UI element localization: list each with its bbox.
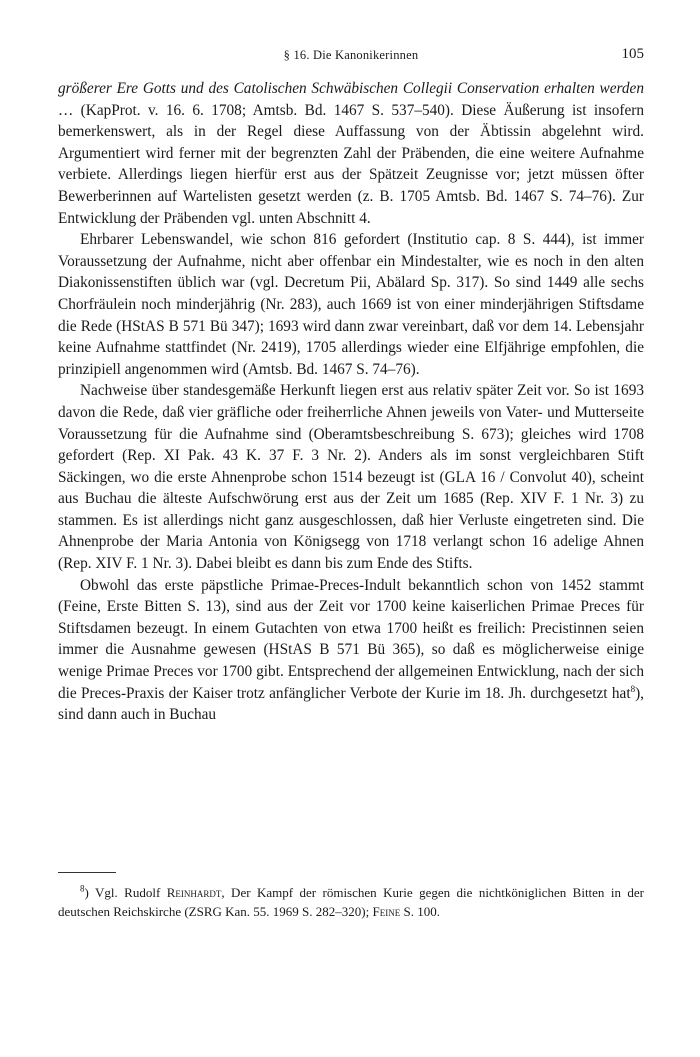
footnote-text-pre: ) Vgl. Rudolf	[84, 885, 167, 900]
footnote-marker: 8	[80, 883, 85, 894]
paragraph-3: Nachweise über standesgemäße Herkunft liegen erst aus relativ später Zeit vor. So ist 1693 davon die Rede, daß vier gräfliche oder freiherrliche Ahnen jeweils von Vater- und Mutterseite Voraussetzung für die Aufnahme sind (Oberamtsbeschreibung S. 673); gleiches wird 1708 gefordert (Rep. XI Pak. 43 K. 37 F. 3 Nr. 2). Anders als im sonst vergleichbaren Stift Säckingen, wo die erste Ahnenprobe schon 1514 bezeugt ist (GLA 16 / Convolut 40), scheint aus Buchau die älteste Aufschwörung erst aus der Zeit um 1685 (Rep. XIV F. 1 Nr. 3) zu stammen. Es ist allerdings nicht ganz ausgeschlossen, daß hier Verluste eingetreten sind. Die Ahnenprobe der Maria Antonia von Königsegg von 1718 verlangt schon 16 adelige Ahnen (Rep. XIV F. 1 Nr. 3). Dabei bleibt es dann bis zum Ende des Stifts.	[58, 382, 644, 573]
footnote-8	[58, 884, 644, 921]
paragraph-4-tail: ), sind dann auch in Buchau	[58, 684, 644, 724]
footnote-divider	[58, 872, 116, 873]
paragraph-2: Ehrbarer Lebenswandel, wie schon 816 gefordert (Institutio cap. 8 S. 444), ist immer Voraussetzung der Aufnahme, nicht aber offenbar ein Mindestalter, wie es noch in den alten Diakonissenstiften üblich war (vgl. Decretum Pii, Abälard Sp. 317). So sind 1449 alle sechs Chorfräulein noch minderjährig (Nr. 283), auch 1669 ist von einer minderjährigen Stiftsdame die Rede (HStAS B 571 Bü 347); 1693 wird dann zwar vereinbart, daß vor dem 14. Lebensjahr keine Aufnahme stattfindet (Nr. 2419), 1705 allerdings wieder eine Elfjährige empfohlen, die prinzipiell angenommen wird (Amtsb. Bd. 1467 S. 74–76).	[58, 231, 644, 378]
footnote-text-mid: , Der Kampf der römischen Kurie gegen die nichtköniglichen Bitten in der deutschen Reichskirche (ZSRG Kan. 55. 1969 S. 282–320);	[58, 885, 644, 919]
paragraph-1-text: … (KapProt. v. 16. 6. 1708; Amtsb. Bd. 1467 S. 537–540). Diese Äußerung ist insofern bemerkenswert, als in der Regel diese Auffassung von der Äbtissin abgelehnt wird. Argumentiert wird ferner mit der begrenzten Zahl der Präbenden, die eine weitere Aufnahme verbiete. Allerdings liegen hierfür erst aus der Spätzeit Zeugnisse vor; jetzt müssen öfter Bewerberinnen auf Wartelisten gesetzt werden (z. B. 1705 Amtsb. Bd. 1467 S. 74–76). Zur Entwicklung der Präbenden vgl. unten Abschnitt 4.	[58, 101, 644, 227]
footnotes	[58, 884, 644, 921]
paragraph-4-text: Obwohl das erste päpstliche Primae-Preces-Indult bekanntlich schon von 1452 stammt (Feine, Erste Bitten S. 13), sind aus der Zeit vor 1700 keine kaiserlichen Primae Preces für Stiftsdamen bezeugt. In einem Gutachten von etwa 1700 heißt es freilich: Precistinnen seien immer die Ausnahme gewesen (HStAS B 571 Bü 365), so daß es möglicherweise einige wenige Primae Preces vor 1700 gibt. Entsprechend der allgemeinen Entwicklung, nach der sich die Preces-Praxis der Kaiser trotz anfänglicher Verbote der Kurie im 18. Jh. durchgesetzt hat	[58, 576, 644, 702]
footnote-author-1: Reinhardt	[166, 885, 222, 900]
body-text	[58, 78, 644, 726]
footnote-text-post: S. 100.	[400, 903, 440, 919]
running-head: § 16. Die Kanonikerinnen	[283, 48, 419, 62]
footnote-ref[interactable]: 8	[630, 683, 636, 694]
italic-quote: größerer Ere Gotts und des Catolischen Schwäbischen Collegii Conservation erhalten werden	[58, 80, 644, 97]
footnote-author-2: Feine	[372, 903, 401, 919]
page-number: 105	[621, 46, 644, 62]
paragraph-1	[58, 78, 644, 229]
paragraph-4	[58, 575, 644, 726]
page-header	[58, 46, 644, 66]
